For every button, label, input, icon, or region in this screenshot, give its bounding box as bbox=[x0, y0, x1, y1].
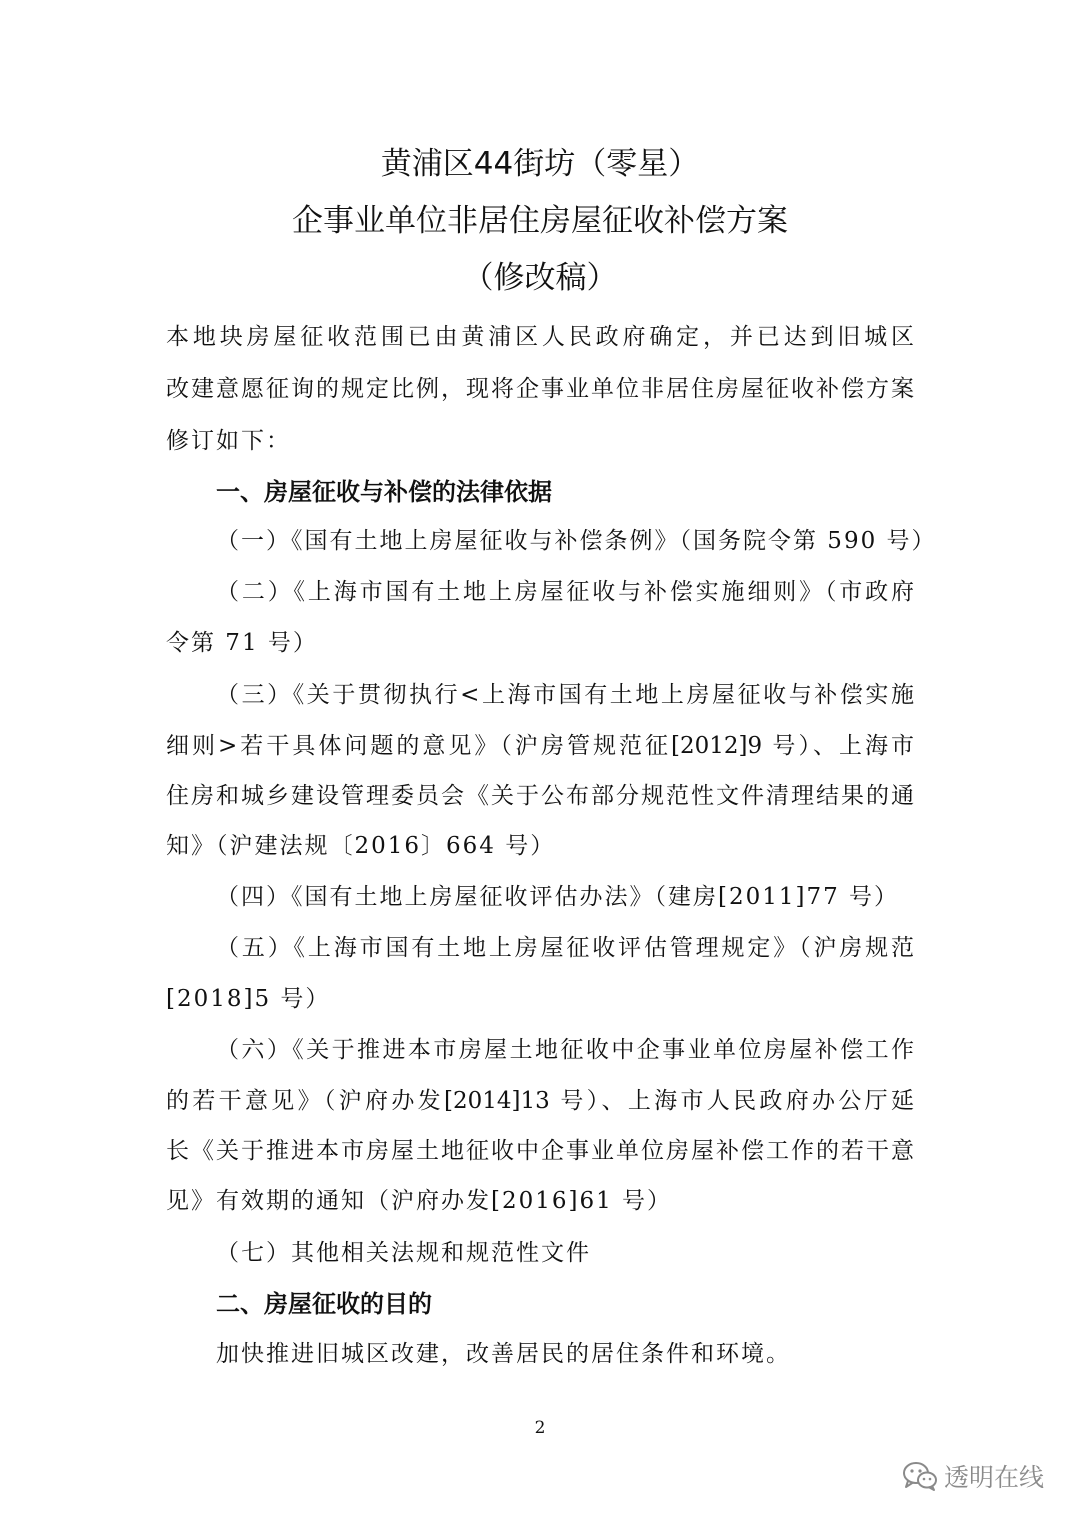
legal-basis-item-6-cont: 见》有效期的通知（沪府办发[2016]61 号） bbox=[166, 1188, 673, 1214]
legal-basis-item-3: （三）《关于贯彻执行<上海市国有土地上房屋征收与补偿实施 bbox=[216, 682, 914, 708]
legal-basis-item-4: （四）《国有土地上房屋征收评估办法》（建房[2011]77 号） bbox=[216, 884, 900, 910]
document-title-line-2: 企事业单位非居住房屋征收补偿方案 bbox=[292, 203, 788, 239]
wechat-icon bbox=[902, 1460, 938, 1492]
document-title-line-3: （修改稿） bbox=[462, 260, 618, 296]
legal-basis-item-6-cont: 长《关于推进本市房屋土地征收中企事业单位房屋补偿工作的若干意 bbox=[166, 1138, 914, 1164]
section-2-body: 加快推进旧城区改建，改善居民的居住条件和环境。 bbox=[216, 1341, 791, 1367]
legal-basis-item-6: （六）《关于推进本市房屋土地征收中企事业单位房屋补偿工作 bbox=[216, 1037, 914, 1063]
legal-basis-item-2: （二）《上海市国有土地上房屋征收与补偿实施细则》（市政府 bbox=[216, 579, 914, 605]
intro-line: 修订如下： bbox=[166, 428, 291, 454]
legal-basis-item-2-cont: 令第 71 号） bbox=[166, 630, 318, 656]
legal-basis-item-5: （五）《上海市国有土地上房屋征收评估管理规定》（沪房规范 bbox=[216, 935, 914, 961]
intro-line: 改建意愿征询的规定比例，现将企事业单位非居住房屋征收补偿方案 bbox=[166, 376, 914, 402]
intro-line: 本地块房屋征收范围已由黄浦区人民政府确定，并已达到旧城区 bbox=[166, 324, 914, 350]
legal-basis-item-3-cont: 细则>若干具体问题的意见》（沪房管规范征[2012]9 号）、上海市 bbox=[166, 733, 914, 759]
legal-basis-item-3-cont: 知》（沪建法规〔2016〕664 号） bbox=[166, 833, 556, 859]
section-2-heading: 二、房屋征收的目的 bbox=[216, 1290, 432, 1318]
legal-basis-item-6-cont: 的若干意见》（沪府办发[2014]13 号）、上海市人民政府办公厅延 bbox=[166, 1088, 914, 1114]
legal-basis-item-3-cont: 住房和城乡建设管理委员会《关于公布部分规范性文件清理结果的通 bbox=[166, 783, 914, 809]
section-1-heading: 一、房屋征收与补偿的法律依据 bbox=[216, 478, 552, 506]
watermark-text: 透明在线 bbox=[943, 1463, 1044, 1492]
watermark bbox=[902, 1458, 1044, 1494]
legal-basis-item-7: （七）其他相关法规和规范性文件 bbox=[216, 1240, 591, 1266]
page-number: 2 bbox=[534, 1418, 546, 1438]
document-title-line-1: 黄浦区44街坊（零星） bbox=[380, 146, 700, 182]
legal-basis-item-1: （一）《国有土地上房屋征收与补偿条例》（国务院令第 590 号） bbox=[216, 528, 937, 554]
legal-basis-item-5-cont: [2018]5 号） bbox=[166, 986, 331, 1012]
